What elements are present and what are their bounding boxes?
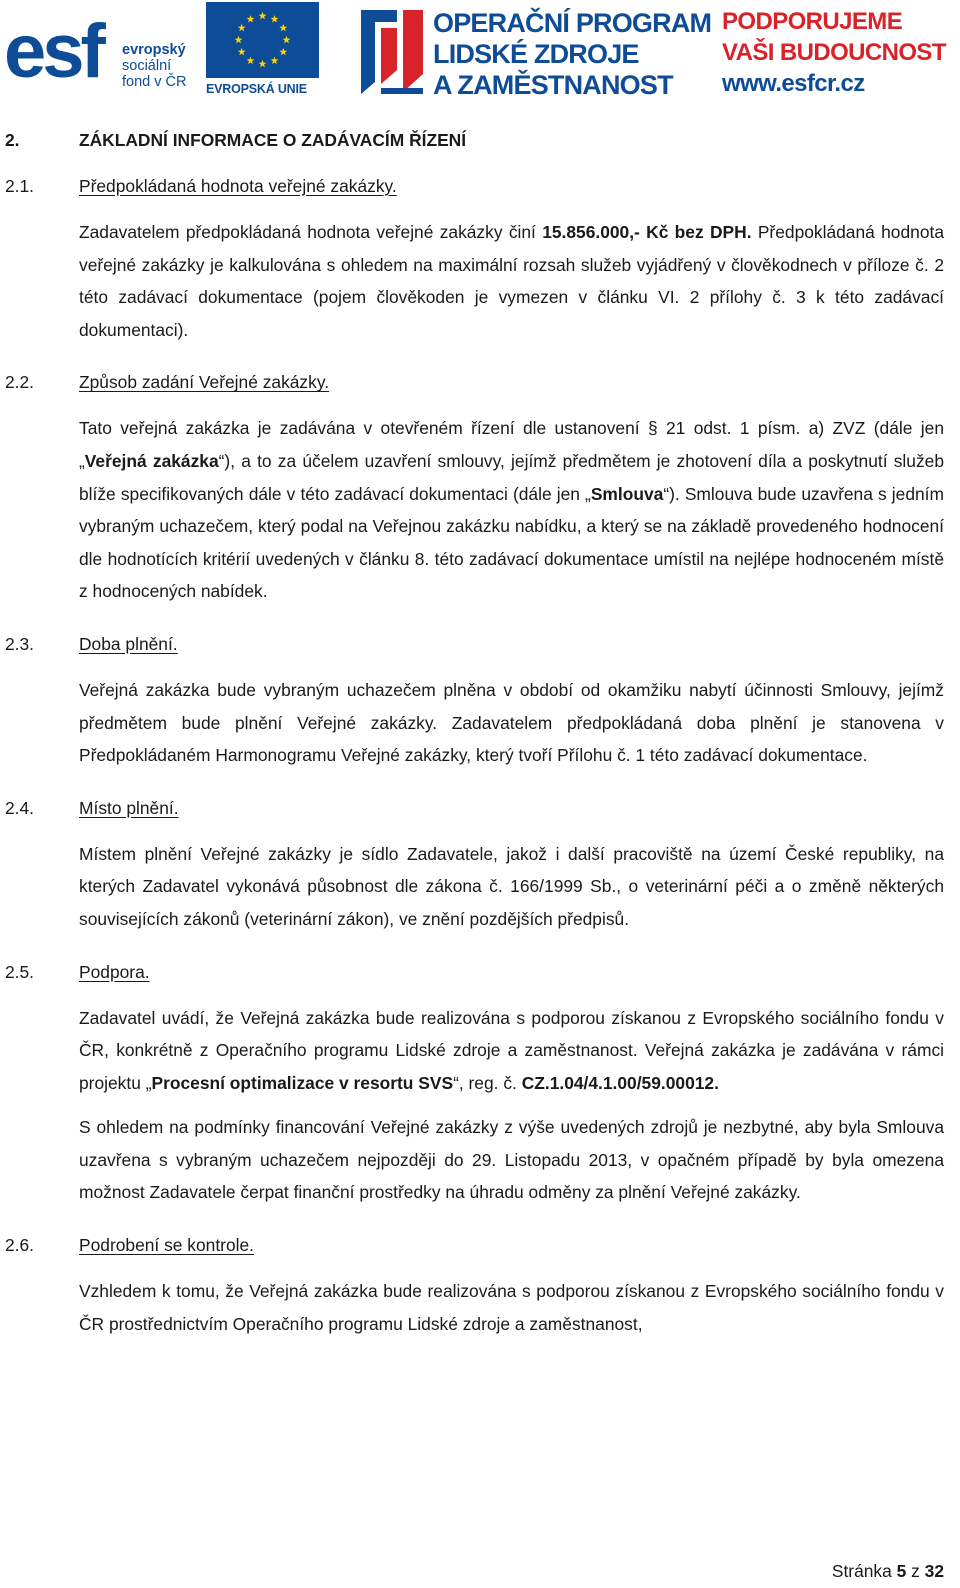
esf-logo-word: esf [4, 9, 102, 94]
page-number: 5 [896, 1561, 907, 1581]
estimated-value: 15.856.000,- Kč bez DPH. [542, 222, 752, 242]
esf-logo-line-2: sociální [122, 58, 172, 74]
slogan-url: www.esfcr.cz [722, 70, 865, 97]
text-run: “). Smlouva bude uzavřena s jedním vybraným uchazečem, který podal na Veřejnou zakázku nabídku, a který se na základě provedeného hodnocení dle hodnotících kritérií uvedených v článku 8. této zadávací dokumentace umístil na nejlépe hodnoceném místě z hodnocených nabídek. [79, 483, 944, 602]
subsection-title: Doba plnění. [79, 633, 178, 654]
subsection-heading-2-3 [0, 628, 960, 662]
section-heading [0, 124, 960, 158]
page-footer [832, 1559, 944, 1583]
subsection-heading-2-1 [0, 170, 960, 204]
esf-logo-line-3: fond v ČR [122, 74, 187, 90]
page-of-label: z [906, 1561, 925, 1581]
paragraph-2-6: Vzhledem k tomu, že Veřejná zakázka bude realizována s podporou získanou z Evropského sociálního fondu v ČR prostřednictvím Operačního programu Lidské zdroje a zaměstnanost, [79, 1281, 944, 1334]
logo-header [0, 0, 960, 104]
paragraph-2-3: Veřejná zakázka bude vybraným uchazečem plněna v období od okamžiku nabytí účinnosti Smlouvy, jejímž předmětem bude plnění Veřejné zakázky. Zadavatelem předpokládaná doba plnění je stanovena v Předpokládaném Harmonogramu Veřejné zakázky, který tvoří Přílohu č. 1 této zadávací dokumentace. [79, 679, 944, 766]
paragraph-2-4: Místem plnění Veřejné zakázky je sídlo Zadavatele, jakož i další pracoviště na území České republiky, na kterých Zadavatel vykonává působnost dle zákona č. 166/1999 Sb., o veterinární péči a o změně některých souvisejících zákonů (veterinární zákon), ve znění pozdějších předpisů. [79, 843, 944, 929]
project-name: Procesní optimalizace v resortu SVS [151, 1072, 454, 1093]
eu-logo [206, 2, 321, 98]
eu-flag-icon [206, 2, 319, 78]
subsection-number: 2.6. [5, 1235, 35, 1256]
subsection-number: 2.1. [5, 176, 35, 196]
text-run: Zadavatel uvádí, že Veřejná zakázka bude realizována s podporou získanou z Evropského sociálního fondu v ČR, konkrétně z Operačního programu Lidské zdroje a zaměstnanost. Veřejná zakázka je zadávána v rámci projektu „ [79, 1007, 944, 1093]
subsection-title: Způsob zadání Veřejné zakázky. [79, 372, 330, 393]
subsection-title: Podpora. [79, 961, 150, 982]
esf-logo-caption [122, 42, 186, 90]
op-lzz-logo [357, 4, 712, 100]
paragraph-2-2 [79, 412, 944, 608]
registration-number: CZ.1.04/4.1.00/59.00012. [521, 1072, 719, 1093]
subsection-title: Místo plnění. [79, 797, 179, 818]
page-label: Stránka [831, 1561, 897, 1581]
text-run: “), a to za účelem uzavření smlouvy, jejímž předmětem je zhotovení díla a poskytnutí služeb blíže specifikovaných dále v této zadávací dokumentaci (dále jen „ [79, 450, 944, 504]
paragraph-2-5-a [79, 1002, 944, 1100]
slogan-line-1: PODPORUJEME [722, 8, 903, 35]
section-title: ZÁKLADNÍ INFORMACE O ZADÁVACÍM ŘÍZENÍ [79, 130, 467, 150]
page-total: 32 [924, 1561, 944, 1581]
section-number: 2. [5, 130, 20, 150]
text-run: Zadavatelem předpokládaná hodnota veřejné zakázky činí [79, 222, 543, 242]
slogan-logo [722, 6, 952, 98]
subsection-number: 2.3. [5, 633, 35, 654]
defined-term: Smlouva [590, 483, 664, 504]
slogan-line-2: VAŠI BUDOUCNOST [722, 39, 946, 66]
subsection-number: 2.2. [5, 372, 35, 393]
subsection-heading-2-2 [0, 366, 960, 400]
defined-term: Veřejná zakázka [84, 450, 219, 471]
eu-logo-caption: EVROPSKÁ UNIE [206, 82, 307, 96]
op-lzz-mark-icon [357, 4, 427, 98]
op-lzz-line-2: LIDSKÉ ZDROJE [433, 39, 639, 69]
esf-logo-line-1: evropský [122, 42, 186, 58]
op-lzz-text [433, 8, 711, 101]
text-run: Tato veřejná zakázka je zadávána v otevřeném řízení dle ustanovení § 21 odst. 1 písm. a) ZVZ (dále jen „ [79, 418, 944, 471]
subsection-title: Podrobení se kontrole. [79, 1235, 254, 1256]
subsection-heading-2-6 [0, 1229, 960, 1263]
subsection-heading-2-4 [0, 792, 960, 826]
paragraph-2-5-b: S ohledem na podmínky financování Veřejné zakázky z výše uvedených zdrojů je nezbytné, aby byla Smlouva uzavřena s vybraným uchazečem nejpozději do 29. Listopadu 2013, v opačném případě by byla omezena možnost Zadavatele čerpat finanční prostředky na úhradu odměny za plnění Veřejné zakázky. [79, 1117, 944, 1203]
subsection-number: 2.4. [5, 797, 35, 818]
subsection-number: 2.5. [5, 961, 35, 982]
op-lzz-line-1: OPERAČNÍ PROGRAM [433, 8, 712, 38]
paragraph-2-1 [79, 216, 944, 346]
text-run: Předpokládaná hodnota veřejné zakázky je kalkulována s ohledem na maximální rozsah služeb vyjádřený v člověkodnech v příloze č. 2 této zadávací dokumentace (pojem člověkoden je vymezen v článku VI. 2 přílohy č. 3 k této zadávací dokumentaci). [79, 222, 944, 340]
document-body [0, 124, 960, 1340]
text-run: “, reg. č. [453, 1072, 522, 1093]
subsection-heading-2-5 [0, 956, 960, 990]
subsection-title: Předpokládaná hodnota veřejné zakázky. [79, 176, 397, 196]
op-lzz-line-3: A ZAMĚSTNANOST [433, 70, 673, 100]
esf-logo [4, 2, 200, 98]
